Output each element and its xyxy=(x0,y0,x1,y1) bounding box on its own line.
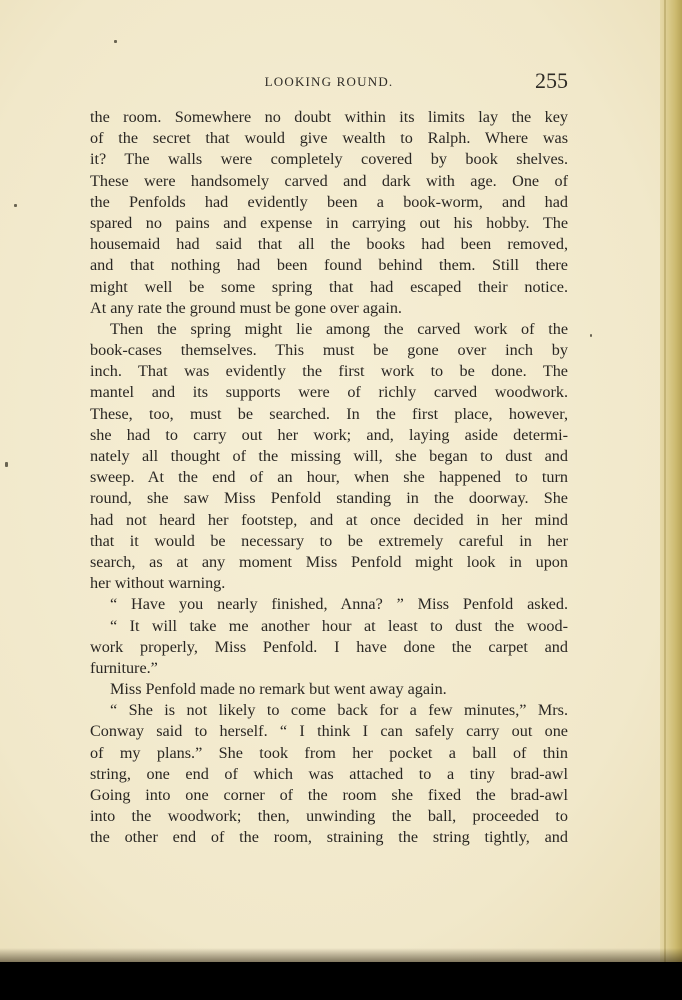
text-line: of my plans.” She took from her pocket a ball of thin xyxy=(90,743,568,762)
text-line: housemaid had said that all the books had been removed, xyxy=(90,235,568,254)
running-head: LOOKING ROUND. xyxy=(264,74,394,89)
page-number: 255 xyxy=(535,68,568,93)
text-line: string, one end of which was attached to a tiny brad-awl xyxy=(90,764,568,783)
text-line: “ It will take me another hour at least to dust the wood- xyxy=(110,616,568,635)
text-line: the Penfolds had evidently been a book-worm, and had xyxy=(90,192,568,211)
text-line: Miss Penfold made no remark but went away again. xyxy=(110,680,447,699)
text-line: it? The walls were completely covered by book shelves. xyxy=(90,150,568,169)
text-line: Going into one corner of the room she fixed the brad-awl xyxy=(90,786,568,804)
text-line: spared no pains and expense in carrying out his hobby. The xyxy=(90,213,568,232)
page-header xyxy=(90,68,568,96)
text-line: sweep. At the end of an hour, when she happened to turn xyxy=(90,468,568,487)
body-text xyxy=(90,107,568,849)
text-line: mantel and its supports were of richly carved woodwork. xyxy=(90,383,568,402)
text-line: the room. Somewhere no doubt within its limits lay the key xyxy=(90,108,568,126)
text-line: and that nothing had been found behind them. Still there xyxy=(90,256,568,275)
text-line: the other end of the room, straining the string tightly, and xyxy=(90,828,568,847)
ink-speck xyxy=(5,462,8,467)
text-line: search, as at any moment Miss Penfold might look in upon xyxy=(90,552,568,571)
page-bottom-shadow xyxy=(0,948,682,962)
text-line: work properly, Miss Penfold. I have done the carpet and xyxy=(90,637,568,656)
text-line: “ Have you nearly finished, Anna? ” Miss Penfold asked. xyxy=(110,595,568,614)
text-line: These were handsomely carved and dark with age. One of xyxy=(90,171,568,190)
text-line: nately all thought of the missing will, she began to dust and xyxy=(90,447,568,465)
text-line: that it would be necessary to be extremely careful in her xyxy=(90,531,568,550)
text-line: book-cases themselves. This must be gone over inch by xyxy=(90,341,568,360)
text-line: round, she saw Miss Penfold standing in the doorway. She xyxy=(90,489,568,508)
text-line: her without warning. xyxy=(90,574,226,593)
text-line: inch. That was evidently the first work to be done. The xyxy=(90,362,568,381)
text-line: into the woodwork; then, unwinding the ball, proceeded to xyxy=(90,807,568,826)
ink-speck xyxy=(114,40,117,43)
page-edge xyxy=(660,0,682,962)
text-line: of the secret that would give wealth to Ralph. Where was xyxy=(90,129,568,148)
text-line: At any rate the ground must be gone over again. xyxy=(90,298,402,317)
text-line: Conway said to herself. “ I think I can safely carry out one xyxy=(90,722,568,741)
text-line: she had to carry out her work; and, laying aside determi- xyxy=(90,425,568,444)
ink-speck xyxy=(14,204,17,207)
text-line: furniture.” xyxy=(90,658,158,677)
text-line: These, too, must be searched. In the first place, however, xyxy=(90,404,568,423)
text-line: might well be some spring that had escaped their notice. xyxy=(90,277,568,296)
ink-speck xyxy=(590,334,592,337)
text-line: Then the spring might lie among the carved work of the xyxy=(110,319,568,338)
text-line: had not heard her footstep, and at once decided in her mind xyxy=(90,510,568,529)
text-line: “ She is not likely to come back for a few minutes,” Mrs. xyxy=(110,701,568,720)
